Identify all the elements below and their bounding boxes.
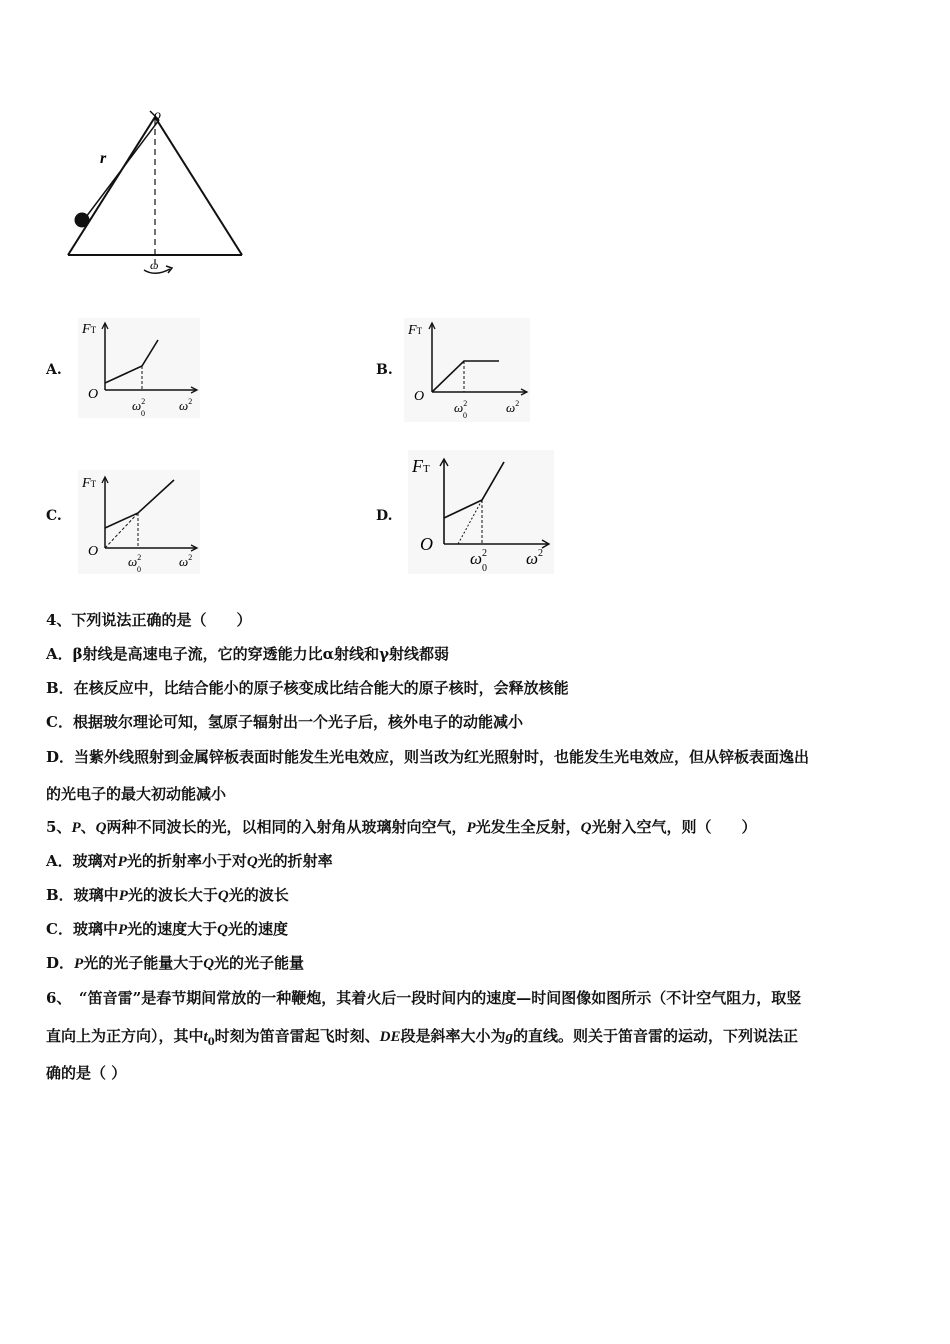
option-a-letter: A. — [46, 362, 62, 378]
q5-option-b: B．玻璃中P光的波长大于Q光的波长 — [46, 886, 289, 904]
graph-d-origin: O — [420, 534, 433, 554]
q5-option-d: D．P光的光子能量大于Q光的光子能量 — [46, 954, 305, 972]
label-o: o — [154, 108, 161, 123]
label-omega: ω — [150, 258, 159, 272]
graph-a-omega0-sub: 0 — [141, 409, 145, 418]
graph-b-curve — [432, 361, 499, 392]
graph-a-omega: $\omega^2$ — [179, 397, 193, 413]
q4-option-c: C．根据玻尔理论可知，氢原子辐射出一个光子后，核外电子的动能减小 — [46, 713, 523, 731]
option-d-letter: D. — [376, 508, 393, 524]
graph-c-omega0: $\omega^2$ — [128, 553, 142, 569]
graph-a-origin: O — [88, 387, 99, 402]
q6-line2: 直向上为正方向），其中$t_0$时刻为笛音雷起飞时刻、DE段是斜率大小为g的直线。则关于笛音雷的运动，下列说法正 — [46, 1027, 799, 1048]
option-b-letter: B. — [376, 362, 393, 378]
graph-d-omega0-sub: 0 — [482, 563, 487, 574]
graph-b-omega0-sub: 0 — [463, 411, 467, 420]
graph-c-omega0-sub: 0 — [137, 565, 141, 574]
graph-b-ft: FT — [408, 323, 423, 338]
graph-a-curve — [105, 340, 158, 383]
q5-option-a: A．玻璃对P光的折射率小于对Q光的折射率 — [46, 852, 333, 870]
ball — [75, 213, 90, 228]
graph-c-ft: FT — [82, 476, 97, 491]
graph-a — [78, 318, 200, 418]
option-c-letter: C. — [46, 508, 62, 524]
graph-d-omega0: $\omega^2$ — [470, 548, 488, 568]
graph-c-origin: O — [88, 544, 99, 559]
graph-b-origin: O — [414, 389, 425, 404]
q4-option-d-line1: D．当紫外线照射到金属锌板表面时能发生光电效应，则当改为红光照射时，也能发生光电效应，但从锌板表面逸出 — [46, 748, 810, 766]
graph-c — [78, 470, 200, 574]
graph-d-curve — [444, 462, 504, 518]
graph-a-omega0: $\omega^2$ — [132, 397, 146, 413]
graph-c-curve — [105, 480, 174, 528]
q5-option-c: C．玻璃中P光的速度大于Q光的速度 — [46, 920, 288, 938]
graph-d — [408, 450, 554, 574]
graph-b-omega0: $\omega^2$ — [454, 399, 468, 415]
graph-d-omega: $\omega^2$ — [526, 548, 544, 568]
label-r: r — [100, 150, 107, 167]
q4-option-a: A．β射线是高速电子流，它的穿透能力比α射线和γ射线都弱 — [46, 645, 450, 663]
q4-option-d-line2: 的光电子的最大初动能减小 — [46, 785, 227, 803]
q6-line1: 6、 “笛音雷”是春节期间常放的一种鞭炮，其着火后一段时间内的速度—时间图像如图所示（不计空气阻力，取竖 — [46, 989, 802, 1007]
graph-b — [404, 318, 530, 422]
q5-stem: 5、P、Q两种不同波长的光，以相同的入射角从玻璃射向空气，P光发生全反射，Q光射入空气，则（ ） — [46, 818, 757, 836]
graph-c-omega: $\omega^2$ — [179, 553, 193, 569]
graph-d-ft: FT — [412, 456, 430, 476]
q4-stem: 4、下列说法正确的是（ ） — [46, 611, 252, 629]
q6-line3: 确的是（ ） — [46, 1064, 127, 1082]
graph-a-ft: FT — [82, 322, 97, 337]
graph-b-omega: $\omega^2$ — [506, 399, 520, 415]
cone-pendulum-figure — [62, 105, 252, 285]
q4-option-b: B．在核反应中，比结合能小的原子核变成比结合能大的原子核时，会释放核能 — [46, 679, 569, 697]
